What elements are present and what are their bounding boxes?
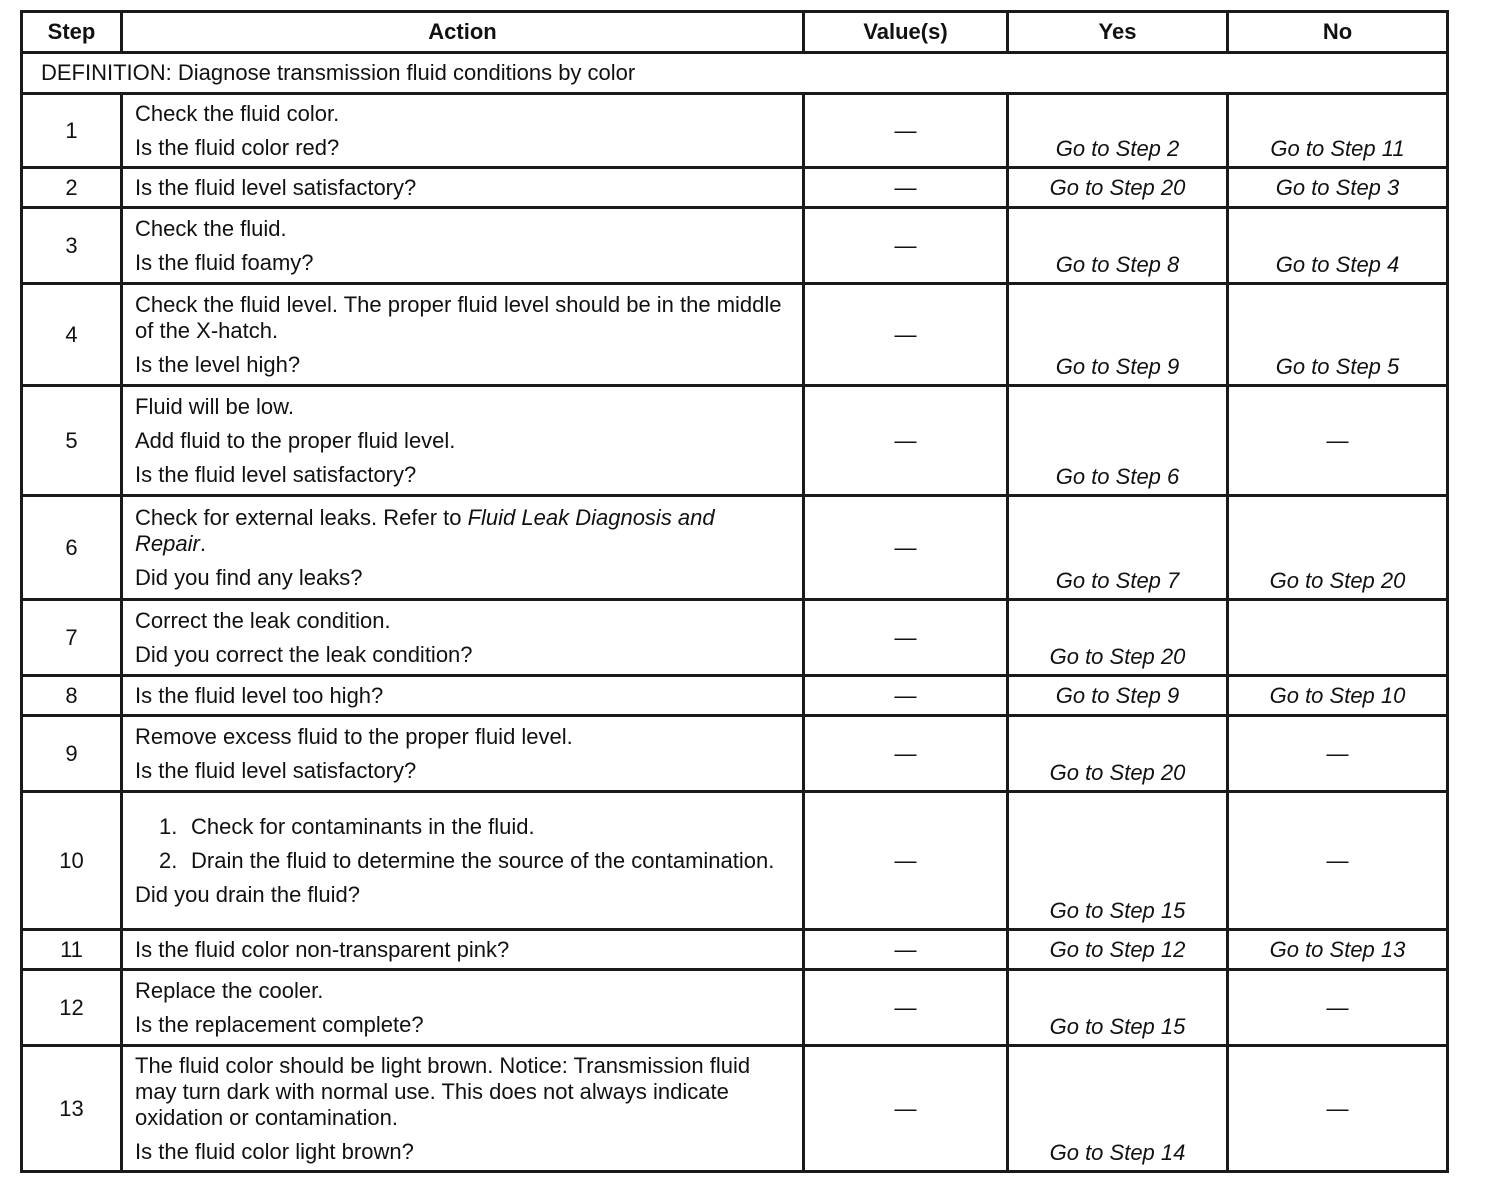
action-cell xyxy=(122,496,804,600)
no-cell: Go to Step 3 xyxy=(1228,168,1448,208)
yes-cell: Go to Step 20 xyxy=(1008,600,1228,676)
table-row xyxy=(22,1046,1448,1172)
action-cell xyxy=(122,284,804,386)
list-text: Drain the fluid to determine the source of the contamination. xyxy=(191,848,775,873)
no-cell: — xyxy=(1228,792,1448,930)
yes-cell: Go to Step 9 xyxy=(1008,284,1228,386)
table-row xyxy=(22,792,1448,930)
value-cell: — xyxy=(804,496,1008,600)
step-number: 10 xyxy=(22,792,122,930)
action-cell xyxy=(122,676,804,716)
action-line: Check the fluid. xyxy=(135,216,287,241)
yes-cell: Go to Step 9 xyxy=(1008,676,1228,716)
step-number: 9 xyxy=(22,716,122,792)
table-row xyxy=(22,208,1448,284)
action-text: . xyxy=(199,531,206,556)
step-number: 4 xyxy=(22,284,122,386)
table-row xyxy=(22,496,1448,600)
table-row xyxy=(22,168,1448,208)
step-number: 8 xyxy=(22,676,122,716)
value-cell: — xyxy=(804,94,1008,168)
step-number: 7 xyxy=(22,600,122,676)
action-cell xyxy=(122,930,804,970)
action-line: Check the fluid level. The proper fluid level should be in the middle of the X-hatch. xyxy=(135,292,782,343)
header-values: Value(s) xyxy=(804,12,1008,53)
table-row xyxy=(22,386,1448,496)
action-line: Did you find any leaks? xyxy=(135,565,363,590)
diagnostic-table xyxy=(20,10,1449,1173)
list-item xyxy=(159,814,790,840)
action-line: Is the replacement complete? xyxy=(135,1012,424,1037)
action-line: Correct the leak condition. xyxy=(135,608,391,633)
action-line: Is the level high? xyxy=(135,352,301,377)
yes-cell: Go to Step 12 xyxy=(1008,930,1228,970)
action-line: Is the fluid level too high? xyxy=(135,683,384,708)
header-yes: Yes xyxy=(1008,12,1228,53)
no-cell: Go to Step 20 xyxy=(1228,496,1448,600)
action-cell xyxy=(122,168,804,208)
table-row xyxy=(22,716,1448,792)
action-line: Is the fluid color red? xyxy=(135,135,340,160)
action-cell xyxy=(122,1046,804,1172)
action-line: Did you drain the fluid? xyxy=(135,882,361,907)
action-cell xyxy=(122,970,804,1046)
action-line: Is the fluid color non-transparent pink? xyxy=(135,937,510,962)
value-cell: — xyxy=(804,386,1008,496)
header-no: No xyxy=(1228,12,1448,53)
no-cell: Go to Step 4 xyxy=(1228,208,1448,284)
value-cell: — xyxy=(804,208,1008,284)
value-cell: — xyxy=(804,930,1008,970)
header-step: Step xyxy=(22,12,122,53)
no-cell xyxy=(1228,600,1448,676)
step-number: 5 xyxy=(22,386,122,496)
action-cell xyxy=(122,716,804,792)
value-cell: — xyxy=(804,792,1008,930)
action-line: Is the fluid level satisfactory? xyxy=(135,175,417,200)
step-number: 11 xyxy=(22,930,122,970)
no-cell: — xyxy=(1228,970,1448,1046)
action-line: Is the fluid foamy? xyxy=(135,250,314,275)
action-cell xyxy=(122,792,804,930)
step-number: 12 xyxy=(22,970,122,1046)
definition-text: DEFINITION: Diagnose transmission fluid conditions by color xyxy=(22,53,1448,94)
no-cell: — xyxy=(1228,716,1448,792)
no-cell: Go to Step 13 xyxy=(1228,930,1448,970)
action-line: Is the fluid color light brown? xyxy=(135,1139,414,1164)
action-line: Is the fluid level satisfactory? xyxy=(135,758,417,783)
value-cell: — xyxy=(804,600,1008,676)
header-action: Action xyxy=(122,12,804,53)
no-cell: — xyxy=(1228,386,1448,496)
yes-cell: Go to Step 15 xyxy=(1008,792,1228,930)
table-row xyxy=(22,284,1448,386)
value-cell: — xyxy=(804,168,1008,208)
yes-cell: Go to Step 7 xyxy=(1008,496,1228,600)
value-cell: — xyxy=(804,284,1008,386)
yes-cell: Go to Step 8 xyxy=(1008,208,1228,284)
action-cell xyxy=(122,208,804,284)
no-cell: Go to Step 11 xyxy=(1228,94,1448,168)
list-item xyxy=(159,848,790,874)
action-line xyxy=(135,505,790,557)
yes-cell: Go to Step 20 xyxy=(1008,168,1228,208)
table-body xyxy=(22,53,1448,1172)
step-number: 3 xyxy=(22,208,122,284)
table-row xyxy=(22,676,1448,716)
value-cell: — xyxy=(804,970,1008,1046)
yes-cell: Go to Step 14 xyxy=(1008,1046,1228,1172)
action-line: Did you correct the leak condition? xyxy=(135,642,473,667)
action-line: Fluid will be low. xyxy=(135,394,294,419)
numbered-list xyxy=(135,814,790,874)
step-number: 2 xyxy=(22,168,122,208)
yes-cell: Go to Step 15 xyxy=(1008,970,1228,1046)
step-number: 1 xyxy=(22,94,122,168)
table-row xyxy=(22,930,1448,970)
definition-row xyxy=(22,53,1448,94)
reference-link: Fluid Leak Diagnosis and Repair xyxy=(135,505,715,556)
action-line: The fluid color should be light brown. Notice: Transmission fluid may turn dark with normal use. This does not always indicate oxidation or contamination. xyxy=(135,1053,751,1130)
action-line: Add fluid to the proper fluid level. xyxy=(135,428,456,453)
list-text: Check for contaminants in the fluid. xyxy=(191,814,535,839)
list-marker: 1. xyxy=(159,814,178,839)
yes-cell: Go to Step 6 xyxy=(1008,386,1228,496)
action-cell xyxy=(122,600,804,676)
action-line: Is the fluid level satisfactory? xyxy=(135,462,417,487)
action-line: Check the fluid color. xyxy=(135,101,340,126)
step-number: 6 xyxy=(22,496,122,600)
yes-cell: Go to Step 2 xyxy=(1008,94,1228,168)
action-cell xyxy=(122,94,804,168)
table-row xyxy=(22,94,1448,168)
action-text: Check for external leaks. Refer to xyxy=(135,505,468,530)
value-cell: — xyxy=(804,676,1008,716)
no-cell: — xyxy=(1228,1046,1448,1172)
action-cell xyxy=(122,386,804,496)
step-number: 13 xyxy=(22,1046,122,1172)
list-marker: 2. xyxy=(159,848,178,873)
no-cell: Go to Step 5 xyxy=(1228,284,1448,386)
header-row xyxy=(22,12,1448,53)
action-line: Replace the cooler. xyxy=(135,978,324,1003)
action-line: Remove excess fluid to the proper fluid level. xyxy=(135,724,573,749)
value-cell: — xyxy=(804,716,1008,792)
yes-cell: Go to Step 20 xyxy=(1008,716,1228,792)
table-row xyxy=(22,970,1448,1046)
no-cell: Go to Step 10 xyxy=(1228,676,1448,716)
table-row xyxy=(22,600,1448,676)
value-cell: — xyxy=(804,1046,1008,1172)
